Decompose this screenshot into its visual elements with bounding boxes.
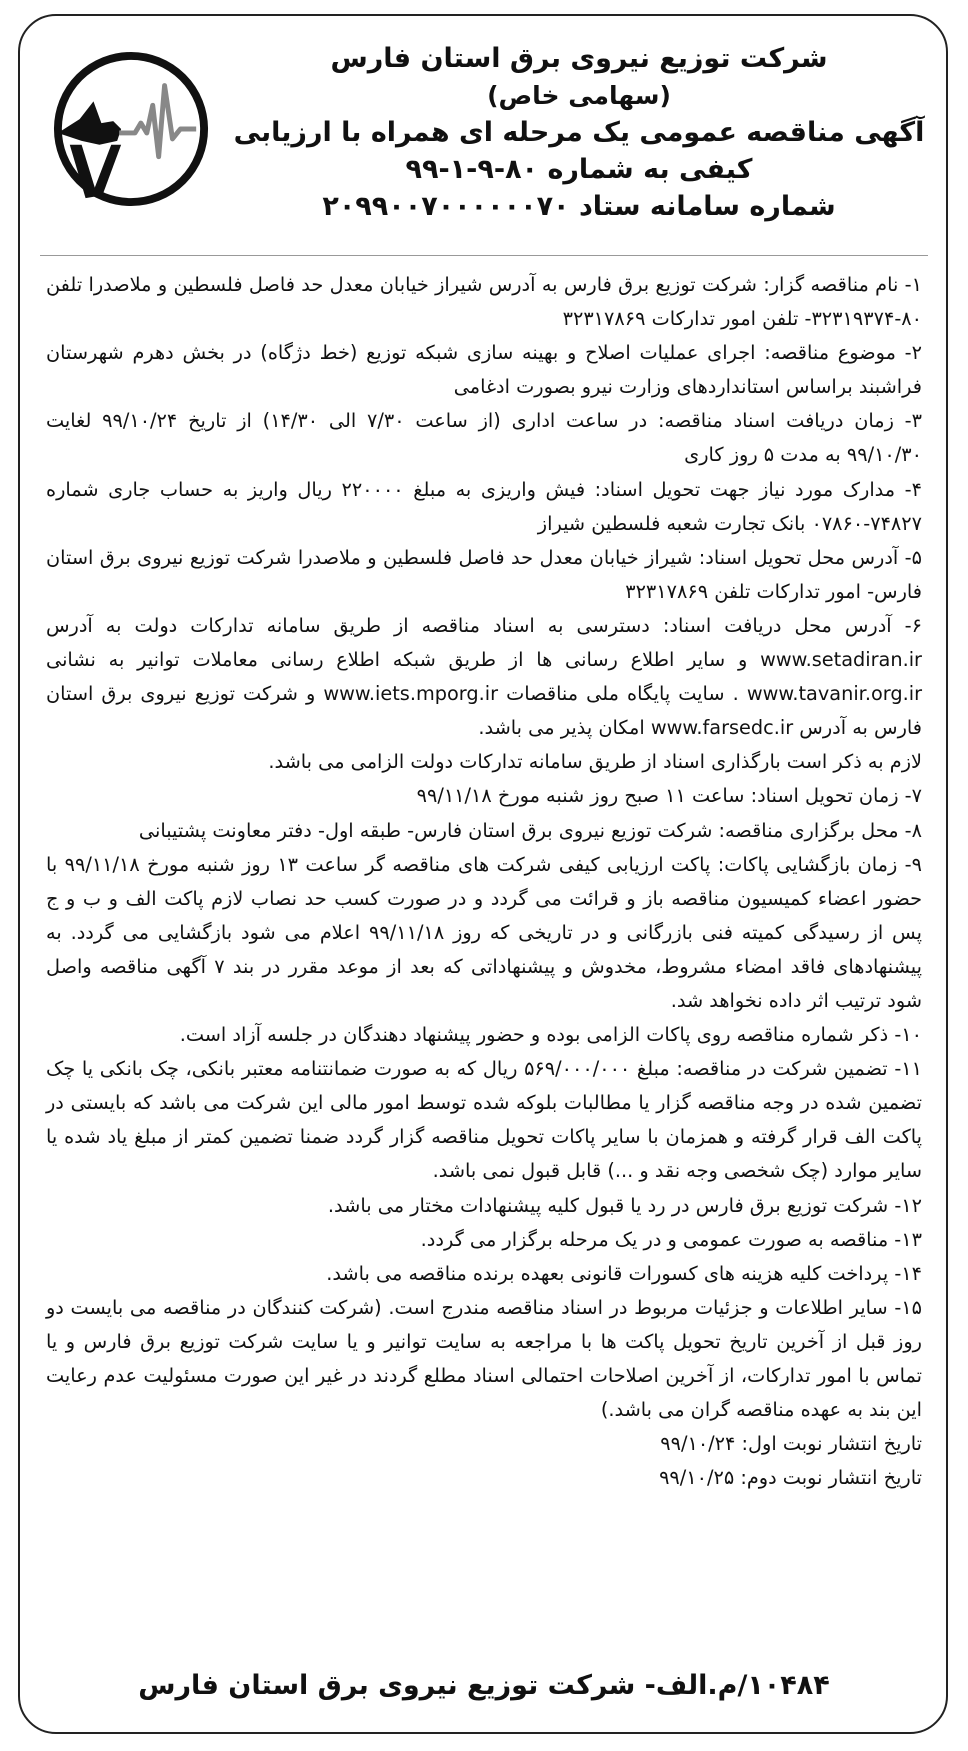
clause-12: ۱۲- شرکت توزیع برق فارس در رد یا قبول کلیه پیشنهادات مختار می باشد.	[327, 1193, 922, 1217]
company-type: (سهامی خاص)	[487, 81, 671, 110]
publication-second: تاریخ انتشار نوبت دوم: ۹۹/۱۰/۲۵	[659, 1466, 922, 1490]
clause-3: ۳- زمان دریافت اسناد مناقصه: در ساعت اداری (از ساعت ۷/۳۰ الی ۱۴/۳۰) از تاریخ ۹۹/۱۰/۲۴ لغایت ۹۹/۱۰/۳۰ به مدت ۵ روز کاری	[46, 409, 922, 467]
header	[230, 40, 928, 225]
clause-7: ۷- زمان تحویل اسناد: ساعت ۱۱ صبح روز شنبه مورخ ۹۹/۱۱/۱۸	[416, 784, 922, 808]
clause-5: ۵- آدرس محل تحویل اسناد: شیراز خیابان معدل حد فاصل فلسطین و ملاصدرا شرکت توزیع نیروی برق استان فارس- امور تدارکات تلفن ۳۲۳۱۷۸۶۹	[46, 545, 922, 603]
ad-title: آگهی مناقصه عمومی یک مرحله ای همراه با ارزیابی	[233, 117, 925, 148]
clause-10: ۱۰- ذکر شماره مناقصه روی پاکات الزامی بوده و حضور پیشنهاد دهندگان در جلسه آزاد است.	[179, 1023, 922, 1047]
clause-2: ۲- موضوع مناقصه: اجرای عملیات اصلاح و بهینه سازی شبکه توزیع (خط دژگاه) در بخش دهرم شهرستان فراشبند براساس استانداردهای وزارت نیرو بصورت ادغامی	[46, 341, 922, 399]
company-name: شرکت توزیع نیروی برق استان فارس	[330, 43, 828, 74]
clause-6: ۶- آدرس محل دریافت اسناد: دسترسی به اسناد مناقصه از طریق سامانه تدارکات دولت به آدرس www.setadiran.ir و سایر اطلاع رسانی ها از طریق شبکه اطلاع رسانی معاملات توانیر به نشانی www.tavanir.org.ir . سایت پایگاه ملی مناقصات www.iets.mporg.ir و شرکت توزیع نیروی برق استان فارس به آدرس www.farsedc.ir امکان پذیر می باشد.	[46, 613, 922, 740]
header-divider	[40, 255, 928, 256]
setad-number: شماره سامانه ستاد ۲۰۹۹۰۰۷۰۰۰۰۰۰۷۰	[322, 191, 836, 222]
clause-9: ۹- زمان بازگشایی پاکات: پاکت ارزیابی کیفی شرکت های مناقصه گر ساعت ۱۳ روز شنبه مورخ ۹۹/۱۱/۱۸ با حضور اعضاء کمیسیون مناقصه باز و قرائت می گردد و در صورت کسب حد نصاب لازم پاکت الف و ب و ج پس از رسیدگی کمیته فنی بازرگانی و در تاریخی که روز ۹۹/۱۱/۱۸ اعلام می شود بازگشایی می گردد. به پیشنهادهای فاقد امضاء مشروط، مخدوش و پیشنهاداتی که بعد از موعد مقرر در بند ۷ آگهی مناقصه واصل شود ترتیب اثر داده نخواهد شد.	[46, 852, 923, 1012]
power-company-logo-icon	[52, 50, 210, 208]
clause-1: ۱- نام مناقصه گزار: شرکت توزیع برق فارس به آدرس شیراز خیابان معدل حد فاصل فلسطین و ملاصدرا تلفن ۸۰-۳۲۳۱۹۳۷۴- تلفن امور تدارکات ۳۲۳۱۷۸۶۹	[46, 273, 922, 331]
clause-14: ۱۴- پرداخت کلیه هزینه های کسورات قانونی بعهده برنده مناقصه می باشد.	[326, 1261, 922, 1285]
clause-11: ۱۱- تضمین شرکت در مناقصه: مبلغ ۵۶۹/۰۰۰/۰۰۰ ریال که به صورت ضمانتنامه معتبر بانکی، چک بانکی یا چک تضمین شده در وجه مناقصه گزار یا مطالبات بلوکه شده توسط امور مالی این شرکت می باشد که بایستی در پاکت الف قرار گرفته و همزمان با سایر پاکات تحویل مناقصه گزار گردد ضمنا تضمین کمتر از مبلغ یاد شده یا سایر موارد (چک شخصی وجه نقد و ...) قابل قبول نمی باشد.	[46, 1057, 922, 1183]
publication-first: تاریخ انتشار نوبت اول: ۹۹/۱۰/۲۴	[660, 1432, 922, 1456]
clause-8: ۸- محل برگزاری مناقصه: شرکت توزیع نیروی برق استان فارس- طبقه اول- دفتر معاونت پشتیبانی	[138, 818, 922, 842]
clause-15: ۱۵- سایر اطلاعات و جزئیات مربوط در اسناد مناقصه مندرج است. (شرکت کنندگان در مناقصه می بایست دو روز قبل از آخرین تاریخ تحویل پاکت ها با مراجعه به سایت توانیر و یا سایت شرکت توزیع برق فارس و یا تماس با امور تدارکات، از آخرین اصلاحات احتمالی اسناد مطلع گردند در غیر این صورت مسئولیت عدم رعایت این بند به عهده مناقصه گران می باشد.)	[46, 1295, 922, 1422]
clauses	[46, 268, 922, 1495]
tender-number: کیفی به شماره ۸۰-۹-۱-۹۹	[405, 154, 753, 185]
clause-6-note: لازم به ذکر است بارگذاری اسناد از طریق سامانه تدارکات دولت الزامی می باشد.	[268, 750, 922, 774]
clause-4: ۴- مدارک مورد نیاز جهت تحویل اسناد: فیش واریزی به مبلغ ۲۲۰۰۰۰ ریال واریز به حساب جاری شماره ۷۴۸۲۷-۰۷۸۶۰ بانک تجارت شعبه فلسطین شیراز	[46, 477, 922, 535]
clause-13: ۱۳- مناقصه به صورت عمومی و در یک مرحله برگزار می گردد.	[420, 1227, 922, 1251]
footer-signature: ۱۰۴۸۴/م.الف- شرکت توزیع نیروی برق استان فارس	[138, 1670, 830, 1701]
